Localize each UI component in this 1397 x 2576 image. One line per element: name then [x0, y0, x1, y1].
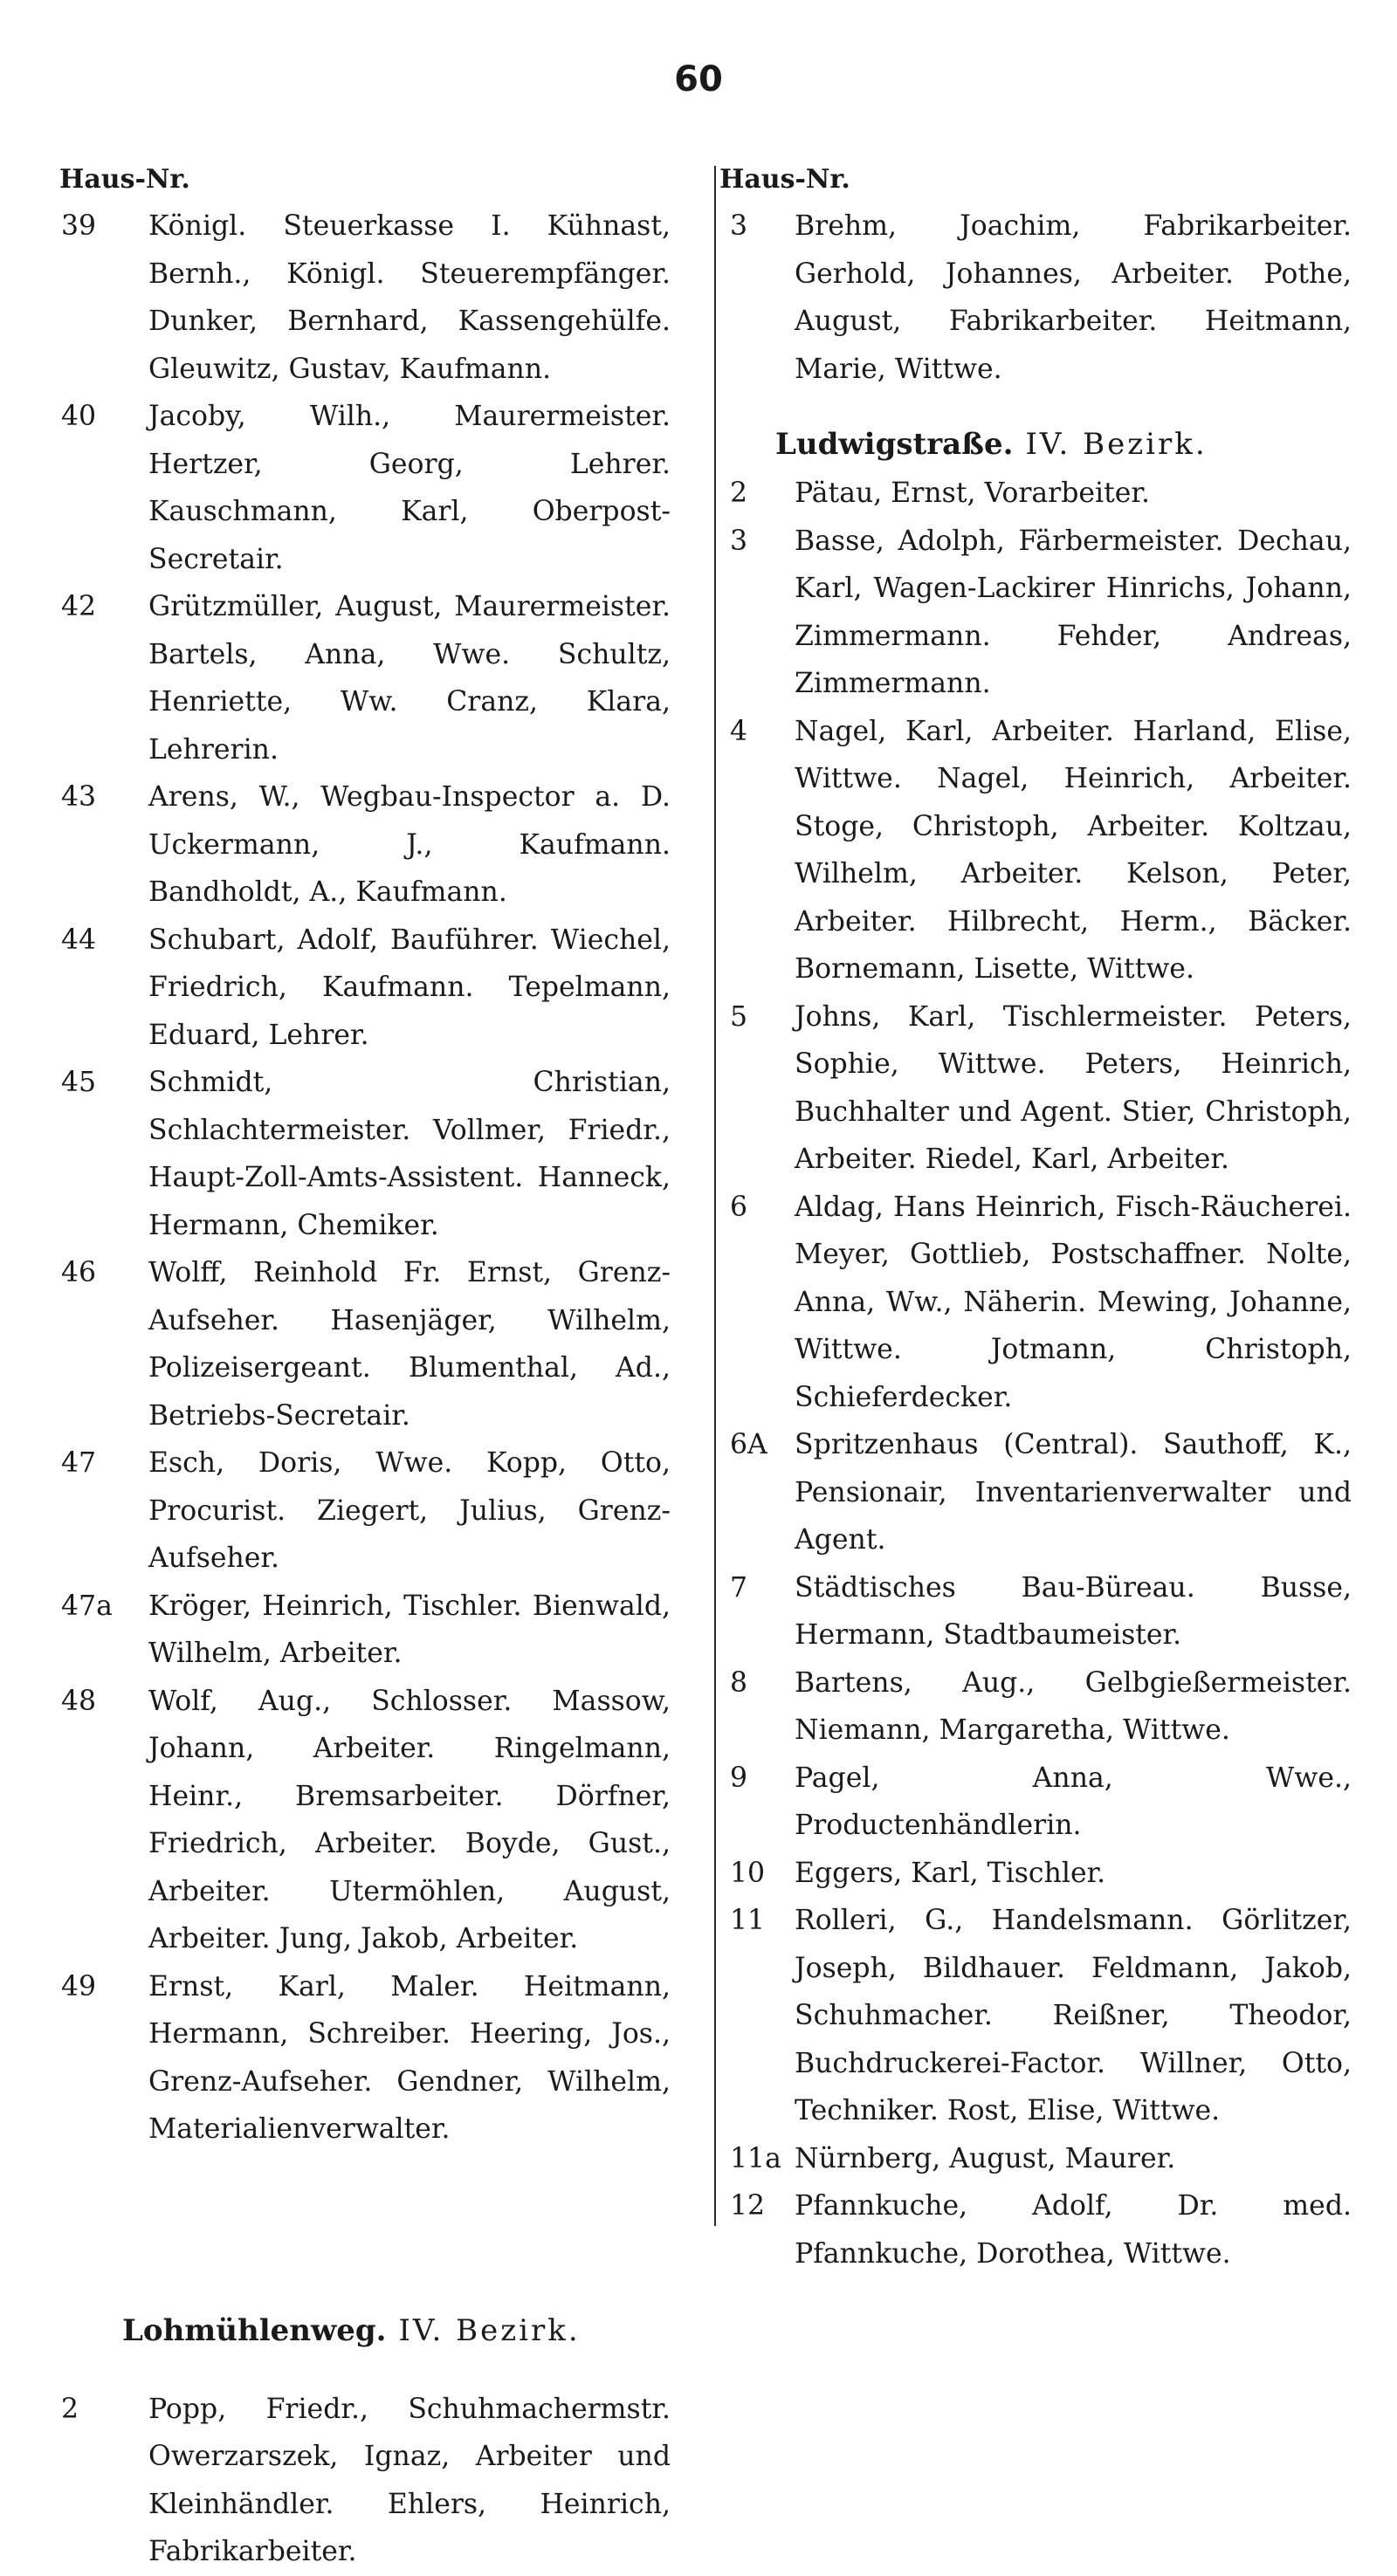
address-entry	[714, 1850, 1352, 1898]
address-entry	[59, 773, 671, 917]
residents-text: Arens, W., Wegbau-Inspector a. D. Uckermann, J., Kaufmann. Bandholdt, A., Kaufmann.	[148, 781, 671, 908]
residents-text: Esch, Doris, Wwe. Kopp, Otto, Procurist. Ziegert, Julius, Grenz-Aufseher.	[148, 1447, 671, 1574]
address-entry	[714, 2135, 1352, 2183]
house-number: 11a	[730, 2142, 781, 2174]
address-entry	[714, 708, 1352, 993]
address-entry	[714, 2182, 1352, 2277]
address-entry	[59, 203, 671, 393]
house-number: 3	[730, 210, 748, 242]
residents-text: Königl. Steuerkasse I. Kühnast, Bernh., Königl. Steuerempfänger. Dunker, Bernhard, Kassengehülfe. Gleuwitz, Gustav, Kaufmann.	[148, 210, 671, 385]
street-heading	[59, 2307, 671, 2354]
house-number: 11	[730, 1905, 766, 1936]
residents-text: Städtisches Bau-Büreau. Busse, Hermann, Stadtbaumeister.	[795, 1571, 1352, 1651]
street-name: Ludwigstraße.	[775, 427, 1014, 462]
residents-text: Wolf, Aug., Schlosser. Massow, Johann, Arbeiter. Ringelmann, Heinr., Bremsarbeiter. Dörfner, Friedrich, Arbeiter. Boyde, Gust., Arbeiter. Utermöhlen, August, Arbeiter. Jung, Jakob, Arbeiter.	[148, 1685, 671, 1954]
residents-text: Wolff, Reinhold Fr. Ernst, Grenz-Aufseher. Hasenjäger, Wilhelm, Polizeisergeant. Blumenthal, Ad., Betriebs-Secretair.	[148, 1257, 671, 1432]
column-header: Haus-Nr.	[59, 164, 190, 195]
house-number: 7	[730, 1571, 748, 1604]
street-heading	[714, 421, 1352, 468]
address-entry	[59, 393, 671, 583]
residents-text: Johns, Karl, Tischlermeister. Peters, Sophie, Wittwe. Peters, Heinrich, Buchhalter und Agent. Stier, Christoph, Arbeiter. Riedel, Karl, Arbeiter.	[795, 1000, 1352, 1175]
house-number: 43	[61, 781, 97, 813]
address-entry	[714, 1755, 1352, 1850]
house-number: 46	[61, 1257, 97, 1288]
house-number: 42	[61, 591, 97, 622]
house-number: 12	[730, 2190, 766, 2222]
address-entry	[59, 1678, 671, 1963]
address-entry	[714, 1184, 1352, 1422]
entry-list	[59, 203, 671, 2154]
address-entry	[714, 1897, 1352, 2135]
residents-text: Brehm, Joachim, Fabrikarbeiter. Gerhold, Johannes, Arbeiter. Pothe, August, Fabrikarbeiter. Heitmann, Marie, Wittwe.	[795, 210, 1352, 385]
residents-text: Spritzenhaus (Central). Sauthoff, K., Pensionair, Inventarienverwalter und Agent.	[795, 1429, 1352, 1556]
house-number: 6A	[730, 1429, 767, 1460]
residents-text: Grützmüller, August, Maurermeister. Bartels, Anna, Wwe. Schultz, Henriette, Ww. Cranz, Klara, Lehrerin.	[148, 591, 671, 766]
house-number: 47	[61, 1447, 97, 1479]
residents-text: Nürnberg, August, Maurer.	[795, 2142, 1176, 2174]
house-number: 4	[730, 715, 748, 747]
residents-text: Jacoby, Wilh., Maurermeister. Hertzer, Georg, Lehrer. Kauschmann, Karl, Oberpost-Secretair.	[148, 401, 671, 575]
address-entry	[714, 993, 1352, 1184]
house-number: 3	[730, 525, 748, 557]
residents-text: Pfannkuche, Adolf, Dr. med. Pfannkuche, Dorothea, Wittwe.	[795, 2190, 1352, 2270]
house-number: 8	[730, 1666, 748, 1699]
residents-text: Basse, Adolph, Färbermeister. Dechau, Karl, Wagen-Lackirer Hinrichs, Johann, Zimmermann. Fehder, Andreas, Zimmermann.	[795, 525, 1352, 699]
residents-text: Pätau, Ernst, Vorarbeiter.	[795, 477, 1151, 509]
address-entry	[714, 1564, 1352, 1659]
house-number: 44	[61, 924, 97, 956]
address-entry	[714, 1421, 1352, 1564]
address-entry	[59, 1249, 671, 1439]
address-entry	[714, 518, 1352, 708]
address-entry	[714, 470, 1352, 518]
house-number: 2	[730, 477, 748, 509]
address-entry	[59, 583, 671, 773]
entry-list	[714, 470, 1352, 2277]
house-number: 40	[61, 401, 97, 432]
residents-text: Rolleri, G., Handelsmann. Görlitzer, Joseph, Bildhauer. Feldmann, Jakob, Schuhmacher. Reißner, Theodor, Buchdruckerei-Factor. Willner, Otto, Techniker. Rost, Elise, Wittwe.	[795, 1905, 1352, 2126]
residents-text: Nagel, Karl, Arbeiter. Harland, Elise, Wittwe. Nagel, Heinrich, Arbeiter. Stoge, Christoph, Arbeiter. Koltzau, Wilhelm, Arbeiter. Kelson, Peter, Arbeiter. Hilbrecht, Herm., Bäcker. Bornemann, Lisette, Wittwe.	[795, 715, 1352, 985]
column-header: Haus-Nr.	[719, 164, 850, 195]
address-entry	[59, 917, 671, 1060]
right-column	[714, 159, 1352, 2277]
residents-text: Pagel, Anna, Wwe., Productenhändlerin.	[795, 1762, 1352, 1841]
residents-text: Eggers, Karl, Tischler.	[795, 1857, 1106, 1889]
address-entry	[59, 2386, 671, 2576]
residents-text: Bartens, Aug., Gelbgießermeister. Niemann, Margaretha, Wittwe.	[795, 1666, 1352, 1746]
street-name: Lohmühlenweg.	[122, 2312, 387, 2348]
left-column	[59, 159, 671, 2576]
entry-list	[714, 203, 1352, 393]
house-number: 39	[61, 210, 97, 242]
address-entry	[59, 1963, 671, 2154]
house-number: 6	[730, 1191, 748, 1223]
house-number: 9	[730, 1762, 748, 1794]
house-number: 2	[61, 2393, 79, 2425]
house-number: 45	[61, 1067, 97, 1098]
address-entry	[59, 1583, 671, 1678]
residents-text: Kröger, Heinrich, Tischler. Bienwald, Wilhelm, Arbeiter.	[148, 1590, 671, 1669]
entry-list	[59, 2386, 671, 2576]
page-number: 60	[674, 59, 723, 100]
address-entry	[714, 203, 1352, 393]
residents-text: Ernst, Karl, Maler. Heitmann, Hermann, Schreiber. Heering, Jos., Grenz-Aufseher. Gendner, Wilhelm, Materialienverwalter.	[148, 1970, 671, 2145]
district-label: IV. Bezirk.	[398, 2312, 581, 2348]
house-number: 5	[730, 1000, 748, 1033]
house-number: 48	[61, 1685, 97, 1717]
house-number: 10	[730, 1857, 766, 1889]
residents-text: Schubart, Adolf, Bauführer. Wiechel, Friedrich, Kaufmann. Tepelmann, Eduard, Lehrer.	[148, 924, 671, 1051]
address-entry	[59, 1439, 671, 1583]
address-entry	[714, 1659, 1352, 1755]
address-entry	[59, 1059, 671, 1249]
district-label: IV. Bezirk.	[1025, 427, 1208, 462]
residents-text: Popp, Friedr., Schuhmachermstr. Owerzarszek, Ignaz, Arbeiter und Kleinhändler. Ehlers, Heinrich, Fabrikarbeiter.	[148, 2393, 671, 2567]
residents-text: Schmidt, Christian, Schlachtermeister. Vollmer, Friedr., Haupt-Zoll-Amts-Assistent. Hanneck, Hermann, Chemiker.	[148, 1067, 671, 1241]
house-number: 47a	[61, 1590, 113, 1622]
residents-text: Aldag, Hans Heinrich, Fisch-Räucherei. Meyer, Gottlieb, Postschaffner. Nolte, Anna, Ww., Näherin. Mewing, Johanne, Wittwe. Jotmann, Christoph, Schieferdecker.	[795, 1191, 1352, 1413]
house-number: 49	[61, 1970, 97, 2002]
spacer	[59, 2154, 671, 2307]
